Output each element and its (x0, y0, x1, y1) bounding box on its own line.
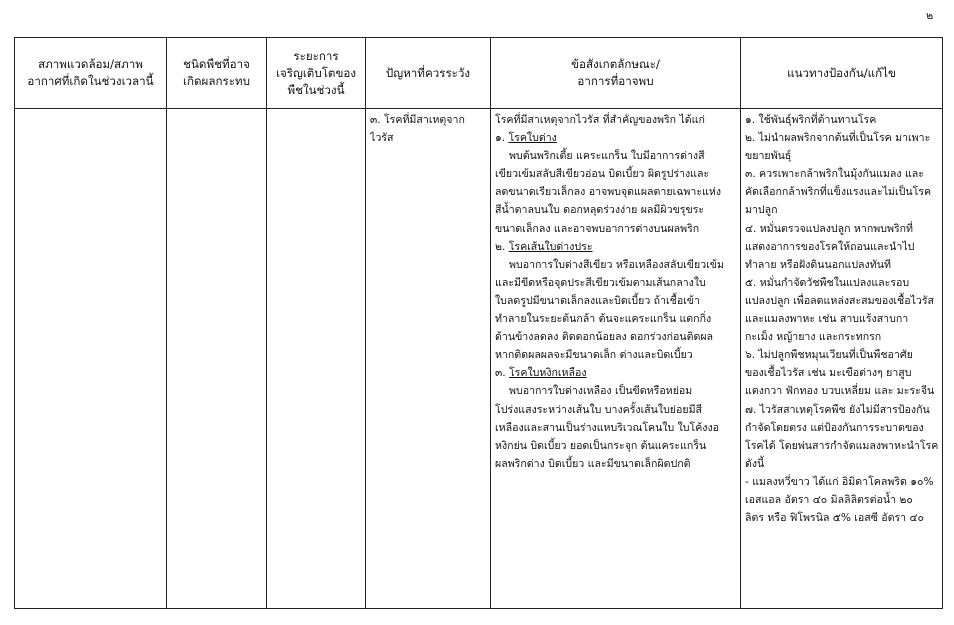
prevention-line: โรคได้ โดยพ่นสารกำจัดแมลงพาหะนำโรค (745, 439, 938, 452)
prevention-line: ทำลาย หรือฝังดินนอกแปลงทันที (745, 258, 891, 271)
header-prevention (741, 38, 943, 109)
prevention-line: ๓. ควรเพาะกล้าพริกในมุ้งกันแมลง และ (745, 168, 924, 181)
disease-name: โรคใบหงิกเหลือง (508, 367, 587, 380)
disease-name: โรคเส้นใบด่างประ (508, 240, 593, 253)
prevention-line: กำจัดโดยตรง แต่ป้องกันการระบาดของ (745, 421, 924, 434)
symptom-line: เขียวเข้มสลับสีเขียวอ่อน บิดเบี้ยว ผิดรูปร่างและ (495, 168, 710, 181)
prevention-line: ๑. ใช้พันธุ์พริกที่ต้านทานโรค (745, 114, 877, 126)
prevention-line: แปลงปลูก เพื่อลดแหล่งสะสมของเชื้อไวรัส (745, 294, 935, 307)
symptom-line: สีน้ำตาลบนใบ ดอกหลุดร่วงง่าย ผลมีผิวขรุขระ (495, 204, 705, 217)
prevention-line: กะเม็ง หญ้ายาง และกระทกรก (745, 331, 882, 344)
problem-line: ไวรัส (370, 132, 394, 145)
header-row (15, 38, 943, 109)
header-text: ปัญหาที่ควรระวัง (385, 65, 471, 80)
symptom-line: พบอาการใบด่างสีเขียว หรือเหลืองสลับเขียวเข้ม (509, 258, 725, 271)
header-problem (366, 38, 491, 109)
cell-environment (15, 109, 167, 609)
symptom-line: ขนาดเล็กลง และอาจพบอาการด่างบนผลพริก (495, 222, 700, 235)
cell-symptoms (491, 109, 741, 609)
disease-heading: ๑. โรคใบด่าง (495, 132, 557, 145)
prevention-line: ๒. ไม่นำผลพริกจากต้นที่เป็นโรค มาเพาะ (745, 132, 931, 145)
cell-stage (267, 109, 366, 609)
symptom-line: ผลพริกด่าง บิดเบี้ยว และมีขนาดเล็กผิดปกติ (495, 457, 691, 470)
header-text: ระยะการ เจริญเติบโตของ พืชในช่วงนี้ (275, 48, 357, 97)
header-stage (267, 38, 366, 109)
symptom-line: ทำลายในระยะต้นกล้า ต้นจะแคระแกร็น แตกกิ่ง (495, 313, 712, 326)
advisory-table (14, 37, 943, 609)
header-text: สภาพแวดล้อม/สภาพ อากาศที่เกิดในช่วงเวลานี้ (27, 57, 154, 88)
prevention-line: แตงกวา ฟักทอง บวบเหลี่ยม และ มะระจีน (745, 385, 935, 398)
disease-name: โรคใบด่าง (508, 132, 557, 145)
prevention-line: และแมลงพาหะ เช่น สาบแร้งสาบกา (745, 313, 909, 326)
prevention-line: ของเชื้อไวรัส เช่น มะเขือต่างๆ ยาสูบ (745, 367, 912, 380)
prevention-line: ลิตร หรือ ฟิโพรนิล ๕% เอสซี อัตรา ๔๐ (745, 512, 924, 525)
prevention-line: เอสแอล อัตรา ๔๐ มิลลิลิตรต่อน้ำ ๒๐ (745, 493, 913, 506)
cell-crop (167, 109, 267, 609)
prevention-line: แสดงอาการของโรคให้ถอนและนำไป (745, 240, 915, 253)
problem-line: ๓. โรคที่มีสาเหตุจาก (370, 114, 465, 126)
symptom-line: และมีขีดหรือจุดประสีเขียวเข้มตามเส้นกลางใบ (495, 276, 706, 289)
table-row (15, 109, 943, 609)
symptom-line: ใบลดรูปมีขนาดเล็กลงและบิดเบี้ยว ถ้าเชื้อเข้า (495, 294, 701, 307)
symptom-line: ลดขนาดเรียวเล็กลง อาจพบจุดแผลตายเฉพาะแห่ง (495, 186, 722, 199)
cell-prevention (741, 109, 943, 609)
symptom-line: เหลืองและสานเป็นร่างแหบริเวณโคนใบ ใบโค้งงอ (495, 421, 719, 434)
header-environment (15, 38, 167, 109)
symptom-line: หงิกย่น บิดเบี้ยว ยอดเป็นกระจุก ต้นแคระแกร็น (495, 439, 707, 452)
header-text: ข้อสังเกตลักษณะ/ อาการที่อาจพบ (571, 57, 660, 88)
header-text: แนวทางป้องกัน/แก้ไข (787, 65, 896, 80)
header-symptoms (491, 38, 741, 109)
page-number: ๒ (926, 9, 934, 22)
disease-heading: ๒. โรคเส้นใบด่างประ (495, 240, 593, 253)
prevention-line: ๖. ไม่ปลูกพืชหมุนเวียนที่เป็นพืชอาศัย (745, 349, 913, 362)
symptom-line: โปร่งแสงระหว่างเส้นใบ บางครั้งเส้นใบย่อยมีสี (495, 403, 703, 416)
disease-heading: ๓. โรคใบหงิกเหลือง (495, 367, 587, 380)
header-text: ชนิดพืชที่อาจ เกิดผลกระทบ (183, 57, 250, 88)
prevention-line: ๔. หมั่นตรวจแปลงปลูก หากพบพริกที่ (745, 222, 914, 235)
prevention-line: คัดเลือกกล้าพริกที่แข็งแรงและไม่เป็นโรค (745, 186, 932, 199)
symptom-line: ด้านข้างลดลง ติดดอกน้อยลง ดอกร่วงก่อนติดผล (495, 331, 714, 344)
symptom-line: พบต้นพริกเตี้ย แคระแกร็น ใบมีอาการด่างสี (509, 150, 705, 163)
prevention-line: ขยายพันธุ์ (745, 150, 792, 163)
header-crop (167, 38, 267, 109)
prevention-line: ดังนี้ (745, 457, 765, 470)
symptom-line: พบอาการใบด่างเหลือง เป็นขีดหรือหย่อม (509, 385, 693, 398)
prevention-line: - แมลงหวี่ขาว ได้แก่ อิมิดาโคลพริด ๑๐% (745, 475, 934, 488)
symptom-line: โรคที่มีสาเหตุจากไวรัส ที่สำคัญของพริก ได้แก่ (495, 114, 705, 126)
cell-problem (366, 109, 491, 609)
prevention-line: มาปลูก (745, 204, 778, 217)
prevention-line: ๕. หมั่นกำจัดวัชพืชในแปลงและรอบ (745, 276, 910, 289)
prevention-line: ๗. ไวรัสสาเหตุโรคพืช ยังไม่มีสารป้องกัน (745, 403, 930, 416)
symptom-line: หากติดผลผลจะมีขนาดเล็ก ด่างและบิดเบี้ยว (495, 349, 693, 362)
